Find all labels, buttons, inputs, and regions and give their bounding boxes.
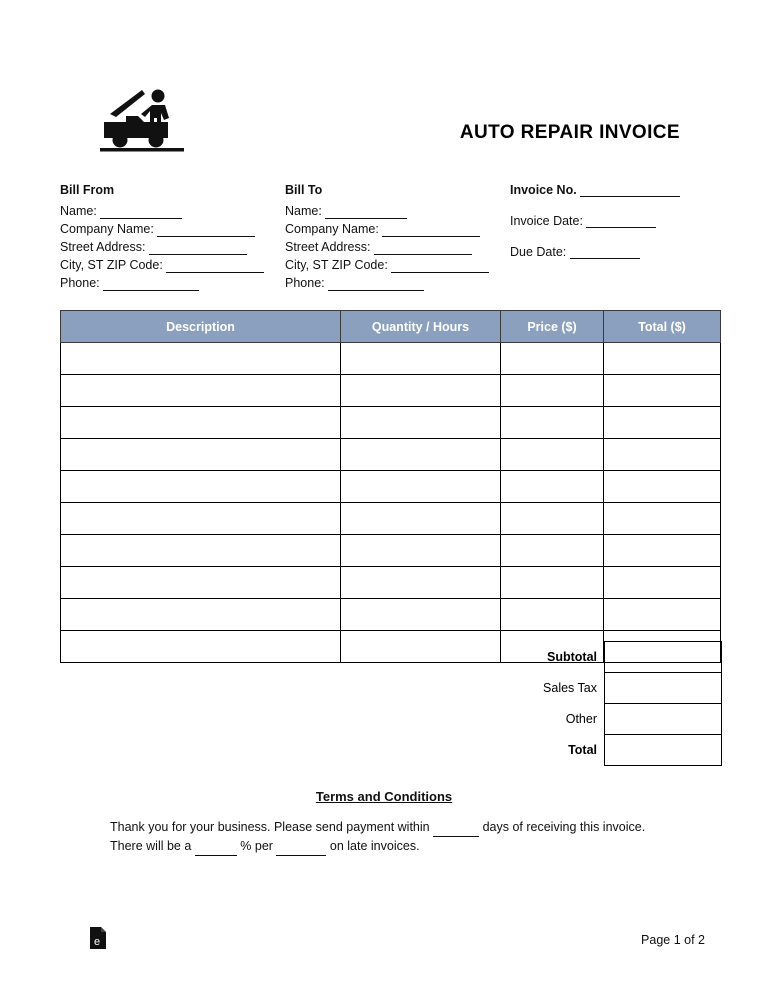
bill-to-company-label: Company Name:	[285, 222, 379, 236]
totals-spacer	[60, 673, 496, 704]
invoice-number-label: Invoice No.	[510, 183, 577, 197]
cell-quantity[interactable]	[341, 439, 501, 471]
bill-to-heading: Bill To	[285, 183, 323, 197]
bill-to-name-input[interactable]	[325, 206, 407, 219]
invoice-date-input[interactable]	[586, 215, 656, 228]
bill-to-phone-label: Phone:	[285, 276, 325, 290]
sales-tax-label: Sales Tax	[543, 681, 597, 695]
totals-spacer	[60, 704, 496, 735]
terms-text-part-4: % per	[240, 839, 273, 853]
bill-from-city-row	[60, 258, 275, 273]
bill-to-phone-row	[285, 276, 500, 291]
cell-price[interactable]	[501, 471, 604, 503]
bill-to-city-row	[285, 258, 500, 273]
invoice-number-row	[510, 183, 710, 197]
svg-text:e: e	[93, 936, 101, 948]
terms-text-part-1: Thank you for your business. Please send payment within	[110, 820, 430, 834]
totals-row-sales-tax	[60, 673, 722, 704]
column-header-price: Price ($)	[501, 311, 604, 343]
table-row	[61, 535, 721, 567]
table-row	[61, 567, 721, 599]
cell-quantity[interactable]	[341, 375, 501, 407]
totals-row-subtotal	[60, 642, 722, 673]
cell-description[interactable]	[61, 599, 341, 631]
page-title: AUTO REPAIR INVOICE	[459, 122, 680, 143]
bill-to-city-input[interactable]	[391, 260, 489, 273]
totals-table	[60, 641, 722, 766]
cell-quantity[interactable]	[341, 407, 501, 439]
bill-to-company-input[interactable]	[382, 224, 480, 237]
cell-description[interactable]	[61, 471, 341, 503]
bill-from-phone-row	[60, 276, 275, 291]
terms-and-conditions-heading: Terms and Conditions	[315, 789, 453, 804]
other-value[interactable]	[605, 704, 722, 735]
totals-spacer	[60, 642, 496, 673]
terms-days-blank[interactable]	[433, 824, 479, 837]
cell-total[interactable]	[604, 439, 721, 471]
cell-price[interactable]	[501, 535, 604, 567]
bill-from-name-input[interactable]	[100, 206, 182, 219]
due-date-row	[510, 245, 710, 259]
table-row	[61, 375, 721, 407]
cell-quantity[interactable]	[341, 599, 501, 631]
terms-text-part-5: on late invoices.	[329, 839, 420, 853]
cell-price[interactable]	[501, 503, 604, 535]
cell-description[interactable]	[61, 407, 341, 439]
bill-from-company-row	[60, 222, 275, 237]
bill-from-heading: Bill From	[60, 183, 115, 197]
cell-quantity[interactable]	[341, 343, 501, 375]
cell-price[interactable]	[501, 343, 604, 375]
invoice-number-input[interactable]	[580, 184, 680, 197]
column-header-description: Description	[61, 311, 341, 343]
bill-to-street-row	[285, 240, 500, 255]
bill-to-phone-input[interactable]	[328, 278, 424, 291]
cell-description[interactable]	[61, 535, 341, 567]
bill-to-name-row	[285, 204, 500, 219]
bill-from-street-input[interactable]	[149, 242, 247, 255]
cell-description[interactable]	[61, 375, 341, 407]
cell-total[interactable]	[604, 407, 721, 439]
cell-total[interactable]	[604, 503, 721, 535]
bill-from-street-label: Street Address:	[60, 240, 146, 254]
table-row	[61, 503, 721, 535]
car-mechanic-icon	[96, 84, 196, 156]
invoice-date-label: Invoice Date:	[510, 214, 583, 228]
bill-from-name-row	[60, 204, 275, 219]
terms-text-part-2: days of receiving this invoice. There	[110, 820, 646, 853]
table-body	[61, 343, 721, 663]
subtotal-label: Subtotal	[547, 650, 597, 664]
other-label: Other	[565, 712, 597, 726]
column-header-quantity: Quantity / Hours	[341, 311, 501, 343]
cell-total[interactable]	[604, 567, 721, 599]
table-row	[61, 599, 721, 631]
cell-description[interactable]	[61, 503, 341, 535]
bill-from-phone-label: Phone:	[60, 276, 100, 290]
totals-row-total	[60, 735, 722, 766]
bill-to-block	[285, 183, 500, 294]
table-row	[61, 471, 721, 503]
subtotal-value[interactable]	[605, 642, 722, 673]
cell-description[interactable]	[61, 439, 341, 471]
cell-total[interactable]	[604, 599, 721, 631]
table-row	[61, 343, 721, 375]
eforms-document-icon	[88, 926, 108, 950]
bill-to-street-input[interactable]	[374, 242, 472, 255]
total-label: Total	[568, 743, 597, 757]
cell-price[interactable]	[501, 375, 604, 407]
terms-percent-blank[interactable]	[195, 843, 237, 856]
cell-description[interactable]	[61, 567, 341, 599]
cell-quantity[interactable]	[341, 471, 501, 503]
due-date-input[interactable]	[570, 246, 640, 259]
cell-price[interactable]	[501, 599, 604, 631]
bill-from-name-label: Name:	[60, 204, 97, 218]
page-number: Page 1 of 2	[641, 933, 705, 947]
bill-from-company-input[interactable]	[157, 224, 255, 237]
cell-price[interactable]	[501, 439, 604, 471]
bill-from-city-label: City, ST ZIP Code:	[60, 258, 163, 272]
parties-section	[60, 183, 708, 290]
bill-to-street-label: Street Address:	[285, 240, 371, 254]
cell-total[interactable]	[604, 471, 721, 503]
sales-tax-value[interactable]	[605, 673, 722, 704]
cell-quantity[interactable]	[341, 503, 501, 535]
terms-period-blank[interactable]	[276, 843, 326, 856]
bill-from-street-row	[60, 240, 275, 255]
cell-quantity[interactable]	[341, 535, 501, 567]
table-row	[61, 439, 721, 471]
bill-to-name-label: Name:	[285, 204, 322, 218]
totals-spacer	[60, 735, 496, 766]
bill-from-phone-input[interactable]	[103, 278, 199, 291]
due-date-label: Due Date:	[510, 245, 567, 259]
bill-to-company-row	[285, 222, 500, 237]
cell-total[interactable]	[604, 343, 721, 375]
cell-total[interactable]	[604, 535, 721, 567]
bill-from-city-input[interactable]	[166, 260, 264, 273]
table-header-row	[61, 311, 721, 343]
total-value[interactable]	[605, 735, 722, 766]
column-header-total: Total ($)	[604, 311, 721, 343]
cell-quantity[interactable]	[341, 567, 501, 599]
line-items-table	[60, 310, 721, 663]
bill-from-block	[60, 183, 275, 294]
table-row	[61, 407, 721, 439]
bill-from-company-label: Company Name:	[60, 222, 154, 236]
invoice-date-row	[510, 214, 710, 228]
cell-price[interactable]	[501, 407, 604, 439]
bill-to-city-label: City, ST ZIP Code:	[285, 258, 388, 272]
cell-price[interactable]	[501, 567, 604, 599]
cell-total[interactable]	[604, 375, 721, 407]
cell-description[interactable]	[61, 343, 341, 375]
document-header	[60, 78, 708, 164]
totals-row-other	[60, 704, 722, 735]
terms-and-conditions-text	[110, 818, 670, 856]
invoice-meta-block	[510, 183, 710, 276]
terms-text-part-3: will be a	[146, 839, 192, 853]
